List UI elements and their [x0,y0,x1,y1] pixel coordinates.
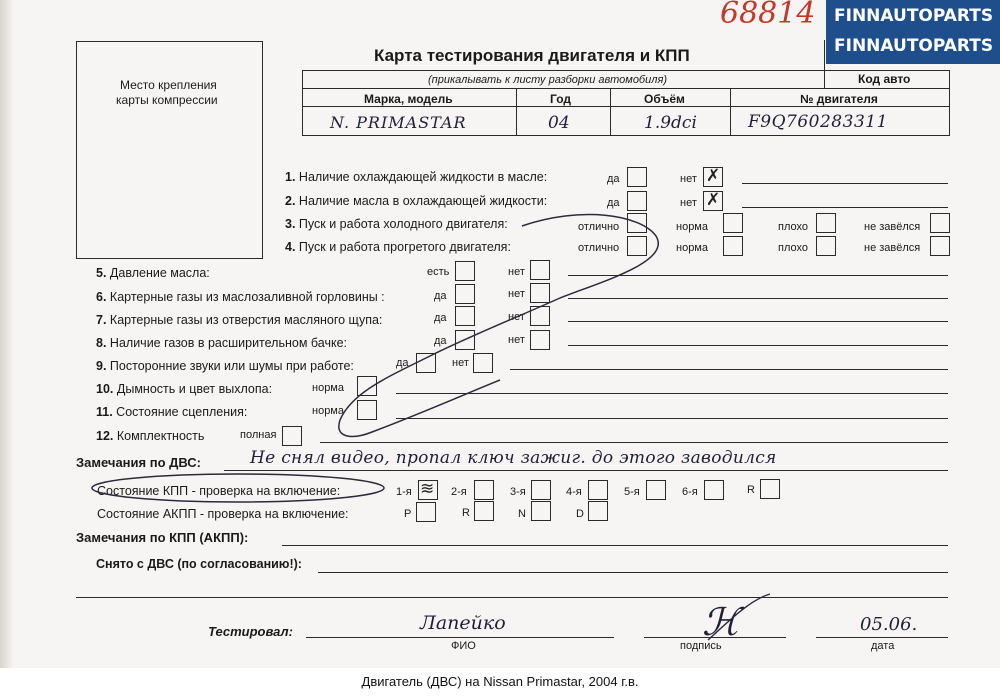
q1-yes-checkbox[interactable] [627,167,647,187]
q1-no-check-mark: ✗ [706,166,721,186]
q7-no-label: нет [508,311,525,323]
q7-yes-checkbox[interactable] [455,306,475,326]
gear-2-checkbox[interactable] [474,480,494,500]
value-model: N. PRIMASTAR [330,113,467,132]
question-1: 1. Наличие охлаждающей жидкости в масле: [285,170,548,184]
image-caption: Двигатель (ДВС) на Nissan Primastar, 2004 г.в. [0,668,1000,699]
signature-label: подпись [680,640,722,652]
remarks-ice-value: Не снял видео, пропал ключ зажиг. до этого заводился [250,448,777,468]
auto-gear-r-checkbox[interactable] [474,501,494,521]
question-11: 11. Состояние сцепления: [96,405,248,419]
question-2: 2. Наличие масла в охлаждающей жидкости: [285,194,548,208]
value-year: 04 [548,113,570,133]
compression-card-box [76,41,263,259]
q8-no-checkbox[interactable] [530,330,550,350]
q3-bad-checkbox[interactable] [816,213,836,233]
header-engine-no: № двигателя [800,92,878,106]
value-engine-no: F9Q760283311 [748,112,888,132]
document-number: 68814 [720,0,816,31]
page-subtitle: (прикалывать к листу разборки автомобиля) [428,74,667,86]
auto-gear-d-checkbox[interactable] [588,501,608,521]
q6-yes-checkbox[interactable] [455,284,475,304]
question-6: 6. Картерные газы из маслозаливной горловины : [96,290,385,304]
q3-normal-checkbox[interactable] [723,213,743,233]
gear-6-checkbox[interactable] [704,480,724,500]
q6-no-checkbox[interactable] [530,283,550,303]
fio-label: ФИО [451,640,476,652]
compression-box-label-1: Место крепления [120,78,217,92]
gear-5-label: 5-я [624,486,640,498]
gear-1-label: 1-я [396,486,412,498]
gear-4-checkbox[interactable] [588,480,608,500]
header-model: Марка, модель [364,92,453,106]
watermark-text-2: FINNAUTOPARTS [834,36,994,56]
q4-excellent-label: отлично [578,242,620,254]
removed-label: Снято с ДВС (по согласованию!): [96,557,302,571]
q5-no-checkbox[interactable] [530,260,550,280]
page-title: Карта тестирования двигателя и КПП [374,46,690,65]
question-7: 7. Картерные газы из отверстия масляного щупа: [96,313,383,327]
gear-6-label: 6-я [682,486,698,498]
q3-normal-label: норма [676,221,708,233]
gear-1-scribble: ≋ [420,479,435,499]
q2-yes-label: да [607,197,620,209]
q5-has-checkbox[interactable] [455,261,475,281]
remarks-gearbox-label: Замечания по КПП (АКПП): [76,530,249,545]
q2-yes-checkbox[interactable] [627,191,647,211]
tester-name: Лапейко [420,612,506,634]
gear-r-checkbox[interactable] [760,479,780,499]
question-5: 5. Давление масла: [96,266,210,280]
q4-excellent-checkbox[interactable] [627,236,647,256]
gear-3-checkbox[interactable] [531,480,551,500]
auto-gear-p-checkbox[interactable] [416,502,436,522]
tested-label: Тестировал: [208,624,293,639]
question-4: 4. Пуск и работа прогретого двигателя: [285,240,511,254]
auto-gear-n-label: N [518,508,526,520]
gear-4-label: 4-я [566,486,582,498]
question-10: 10. Дымность и цвет выхлопа: [96,382,273,396]
q4-bad-checkbox[interactable] [816,236,836,256]
q9-yes-label: да [396,357,409,369]
q5-no-label: нет [508,266,525,278]
q6-no-label: нет [508,288,525,300]
q3-not-started-checkbox[interactable] [930,213,950,233]
code-auto-label: Код авто [858,72,911,86]
question-3: 3. Пуск и работа холодного двигателя: [285,217,508,231]
q5-has-label: есть [427,266,450,278]
q3-excellent-label: отлично [578,221,620,233]
q4-normal-label: норма [676,242,708,254]
auto-gear-r-label: R [462,507,470,519]
q9-yes-checkbox[interactable] [416,353,436,373]
q10-normal-label: норма [312,382,344,394]
q1-no-label: нет [680,173,697,185]
q9-no-checkbox[interactable] [473,353,493,373]
q7-no-checkbox[interactable] [530,306,550,326]
q6-yes-label: да [434,290,447,302]
watermark-logo [826,0,1000,64]
q7-yes-label: да [434,312,447,324]
q2-no-label: нет [680,197,697,209]
q3-excellent-checkbox[interactable] [627,213,647,233]
header-volume: Объём [644,92,685,106]
auto-gearbox-label: Состояние АКПП - проверка на включение: [97,507,349,521]
remarks-ice-label: Замечания по ДВС: [76,455,201,470]
q12-full-label: полная [240,429,277,441]
q9-no-label: нет [452,357,469,369]
q8-no-label: нет [508,334,525,346]
q10-normal-checkbox[interactable] [357,376,377,396]
compression-box-label-2: карты компрессии [116,93,218,107]
signature: ℋ [702,600,740,644]
q4-not-started-label: не завёлся [864,242,921,254]
paper-edge-shadow [0,0,14,668]
auto-gear-p-label: P [404,508,412,520]
question-9: 9. Посторонние звуки или шумы при работе: [96,359,354,373]
gear-2-label: 2-я [451,486,467,498]
q8-yes-checkbox[interactable] [455,330,475,350]
q4-bad-label: плохо [778,242,808,254]
date-value: 05.06. [860,614,918,635]
auto-gear-n-checkbox[interactable] [531,501,551,521]
q11-normal-checkbox[interactable] [357,400,377,420]
date-label: дата [871,640,895,652]
q12-full-checkbox[interactable] [282,426,302,446]
gear-r-label: R [747,484,755,496]
q3-bad-label: плохо [778,221,808,233]
gear-5-checkbox[interactable] [646,480,666,500]
auto-gear-d-label: D [576,508,584,520]
q4-normal-checkbox[interactable] [723,236,743,256]
q2-no-check-mark: ✗ [706,190,721,210]
q3-not-started-label: не завёлся [864,221,921,233]
q11-normal-label: норма [312,405,344,417]
question-12: 12. Комплектность [96,429,205,443]
q4-not-started-checkbox[interactable] [930,236,950,256]
gear-3-label: 3-я [510,486,526,498]
value-volume: 1.9dci [644,113,697,133]
q8-yes-label: да [434,335,447,347]
header-year: Год [550,92,571,106]
q1-yes-label: да [607,173,620,185]
manual-gearbox-label: Состояние КПП - проверка на включение: [97,484,341,498]
question-8: 8. Наличие газов в расширительном бачке: [96,336,348,350]
watermark-text-1: FINNAUTOPARTS [834,6,994,26]
